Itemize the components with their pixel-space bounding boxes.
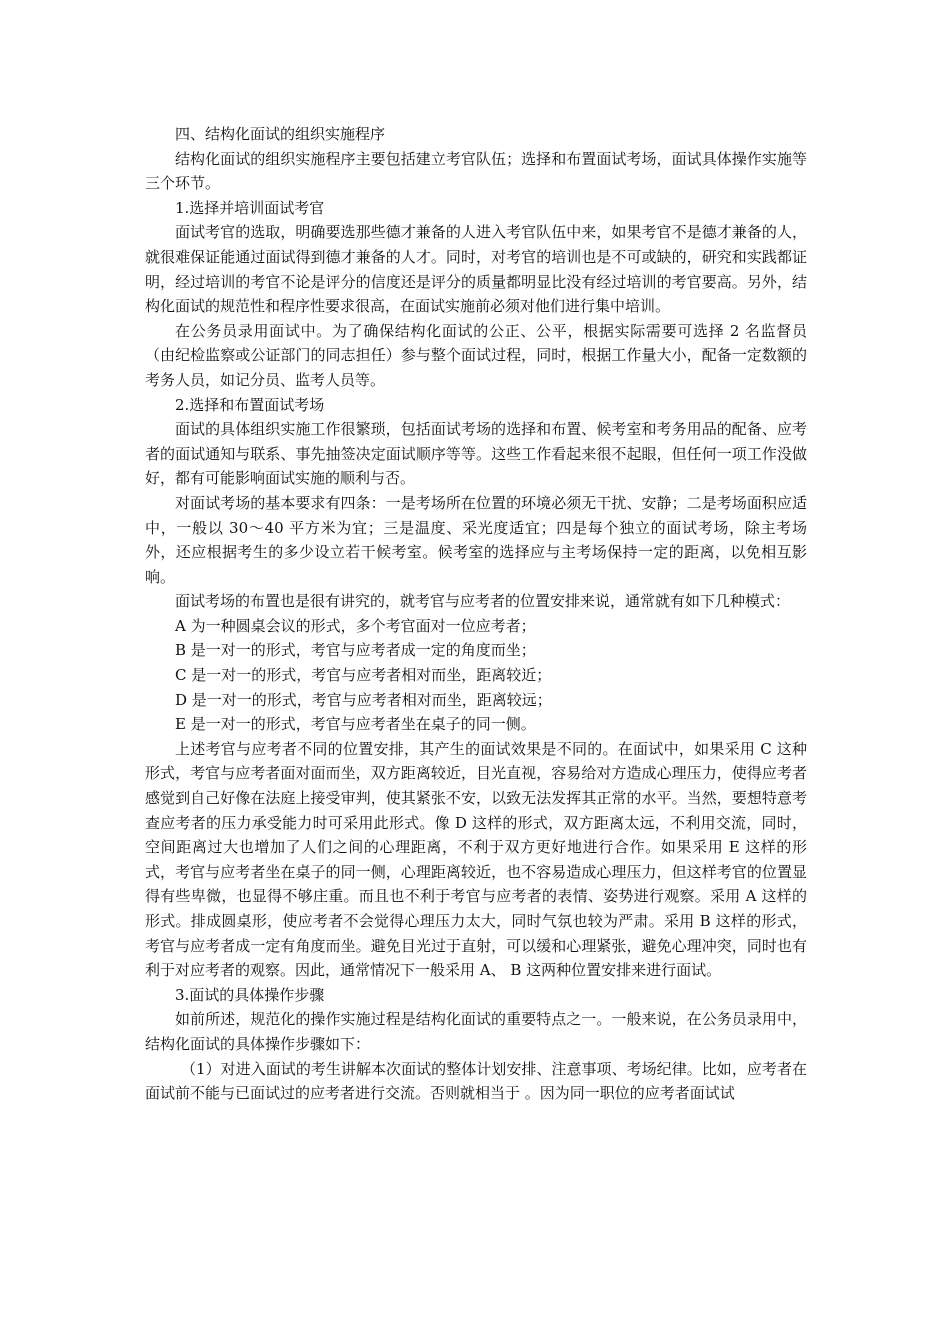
list-item-mode-b: B 是一对一的形式，考官与应考者成一定的角度而坐； <box>175 641 536 660</box>
paragraph-step-1: （1）对进入面试的考生讲解本次面试的整体计划安排、注意事项、考场纪律。比如，应考者在面试前不能与已面试过的应考者进行交流。否则就相当于 。因为同一职位的应考者面试试 <box>145 1059 807 1103</box>
list-item-mode-e: E 是一对一的形式，考官与应考者坐在桌子的同一侧。 <box>175 715 536 734</box>
intro-paragraph: 结构化面试的组织实施程序主要包括建立考官队伍；选择和布置面试考场，面试具体操作实施等三个环节。 <box>145 149 807 193</box>
paragraph-layout-intro: 面试考场的布置也是很有讲究的，就考官与应考者的位置安排来说，通常就有如下几种模式： <box>175 592 791 611</box>
list-item-mode-c: C 是一对一的形式，考官与应考者相对而坐，距离较近； <box>175 666 552 685</box>
list-item-mode-d: D 是一对一的形式，考官与应考者相对而坐，距离较远； <box>175 690 552 709</box>
paragraph-steps-intro: 如前所述，规范化的操作实施过程是结构化面试的重要特点之一。一般来说，在公务员录用中，结构化面试的具体操作步骤如下： <box>145 1010 807 1053</box>
section-heading: 四、结构化面试的组织实施程序 <box>175 125 386 143</box>
paragraph-organization: 面试的具体组织实施工作很繁琐，包括面试考场的选择和布置、候考室和考务用品的配备、应考者的面试通知与联系、事先抽签决定面试顺序等等。这些工作看起来很不起眼，但任何一项工作没做好，都有可能影响面试实施的顺利与否。 <box>145 420 807 488</box>
paragraph-examiner-selection: 面试考官的选取，明确要选那些德才兼备的人进入考官队伍中来，如果考官不是德才兼备的人，就很难保证能通过面试得到德才兼备的人才。同时，对考官的培训也是不可或缺的，研究和实践都证明，经过培训的考官不论是评分的信度还是评分的质量都明显比没有经过培训的考官要高。另外，结构化面试的规范性和程序性要求很高，在面试实施前必须对他们进行集中培训。 <box>145 223 807 316</box>
subsection-heading-3: 3.面试的具体操作步骤 <box>175 985 325 1004</box>
subsection-heading-1: 1.选择并培训面试考官 <box>175 198 325 217</box>
list-item-mode-a: A 为一种圆桌会议的形式，多个考官面对一位应考者； <box>175 616 536 635</box>
paragraph-venue-requirements: 对面试考场的基本要求有四条：一是考场所在位置的环境必须无干扰、安静；二是考场面积应适中，一般以 30～40 平方米为宜；三是温度、采光度适宜；四是每个独立的面试考场，除主考场外，还应根据考生的多少设立若干候考室。候考室的选择应与主考场保持一定的距离，以免相互影响。 <box>145 493 807 586</box>
paragraph-supervisors: 在公务员录用面试中。为了确保结构化面试的公正、公平，根据实际需要可选择 2 名监督员（由纪检监察或公证部门的同志担任）参与整个面试过程，同时，根据工作量大小，配备一定数额的考务人员，如记分员、监考人员等。 <box>145 321 807 389</box>
document-page <box>145 122 807 1106</box>
subsection-heading-2: 2.选择和布置面试考场 <box>175 395 325 414</box>
paragraph-layout-effects: 上述考官与应考者不同的位置安排，其产生的面试效果是不同的。在面试中，如果采用 C 这种形式，考官与应考者面对面而坐，双方距离较近，目光直视，容易给对方造成心理压力，使得应考者感觉到自己好像在法庭上接受审判，使其紧张不安，以致无法发挥其正常的水平。当然，要想特意考查应考者的压力承受能力时可采用此形式。像 D 这样的形式，双方距离太远，不利用交流，同时，空间距离过大也增加了人们之间的心理距离，不利于双方更好地进行合作。如果采用 E 这样的形式，考官与应考者坐在桌子的同一侧，心理距离较近，也不容易造成心理压力，但这样考官的位置显得有些卑微，也显得不够庄重。而且也不利于考官与应考者的表情、姿势进行观察。采用 A 这样的形式。排成圆桌形，使应考者不会觉得心理压力太大，同时气氛也较为严肃。采用 B 这样的形式，考官与应考者成一定有角度而坐。避免目光过于直射，可以缓和心理紧张，避免心理冲突，同时也有利于对应考者的观察。因此，通常情况下一般采用 A、 B 这两种位置安排来进行面试。 <box>145 739 807 980</box>
